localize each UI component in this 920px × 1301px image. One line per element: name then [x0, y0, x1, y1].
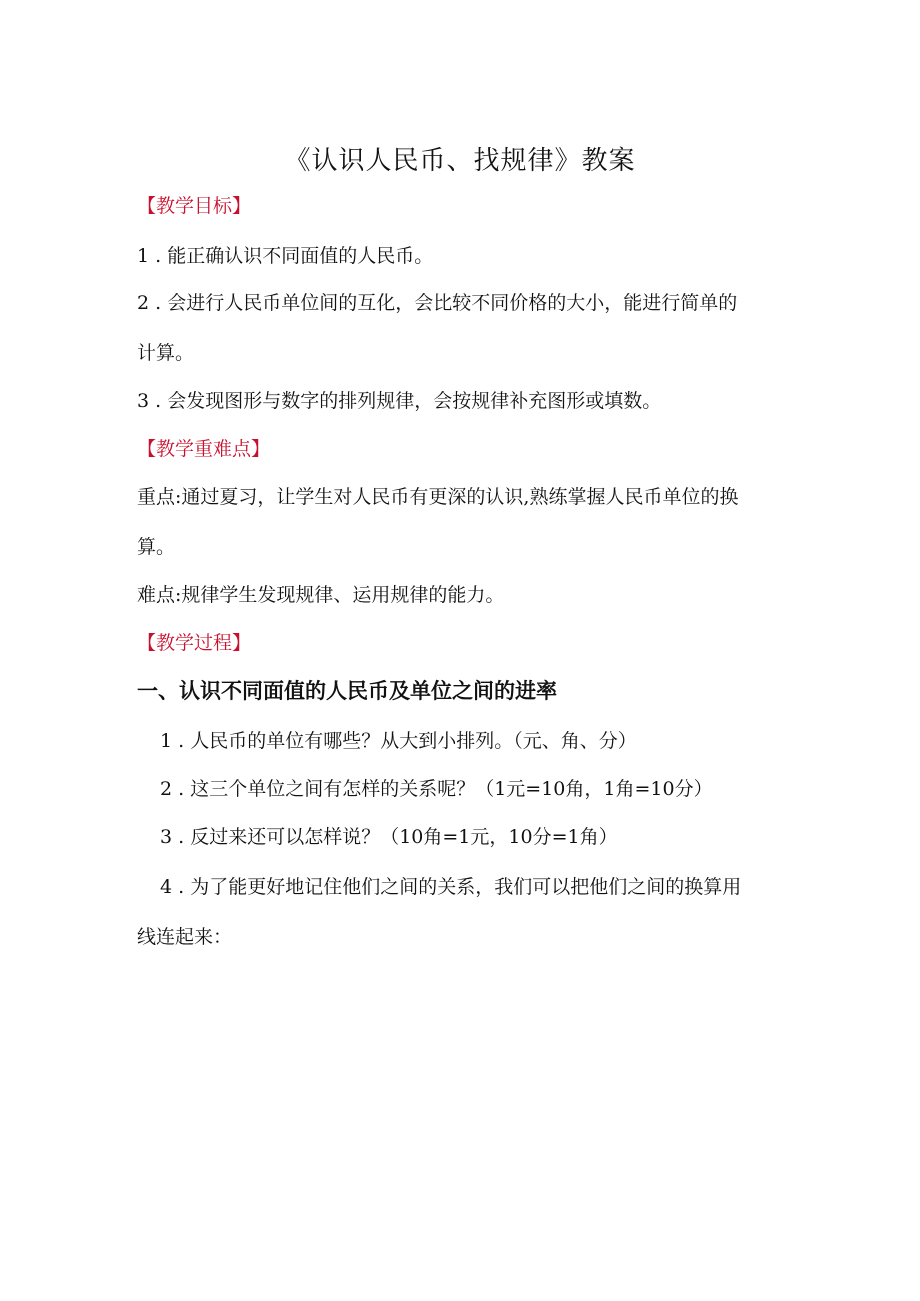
- part-one-heading: 一、认识不同面值的人民币及单位之间的进率: [137, 679, 557, 703]
- key-points-heading: 【教学重难点】: [137, 438, 271, 460]
- part-one-item-3: 3 . 反过来还可以怎样说？（10角=1元，10分=1角）: [160, 826, 618, 848]
- part-one-item-2: 2 . 这三个单位之间有怎样的关系呢？（1元=10角，1角=10分）: [160, 778, 713, 800]
- part-one-item-4: 4 . 为了能更好地记住他们之间的关系，我们可以把他们之间的换算用: [160, 876, 742, 898]
- part-one-item-1: 1 . 人民币的单位有哪些？从大到小排列。（元、角、分）: [160, 730, 637, 752]
- objective-item-3: 3 . 会发现图形与数字的排列规律，会按规律补充图形或填数。: [137, 390, 662, 412]
- process-heading: 【教学过程】: [137, 632, 252, 654]
- objective-item-2: 2 . 会进行人民币单位间的互化，会比较不同价格的大小，能进行简单的: [137, 292, 738, 314]
- part-one-item-4-continued: 线连起来：: [137, 926, 233, 948]
- objective-item-1: 1 . 能正确认识不同面值的人民币。: [137, 245, 434, 267]
- objective-item-2-continued: 计算。: [137, 342, 195, 364]
- objectives-heading: 【教学目标】: [137, 195, 252, 217]
- document-title: 《认识人民币、找规律》教案: [284, 146, 636, 176]
- key-point-focus-continued: 算。: [137, 536, 176, 558]
- key-point-difficulty: 难点:规律学生发现规律、运用规律的能力。: [137, 584, 505, 606]
- key-point-focus: 重点:通过夏习，让学生对人民币有更深的认识,熟练掌握人民币单位的换: [137, 486, 739, 508]
